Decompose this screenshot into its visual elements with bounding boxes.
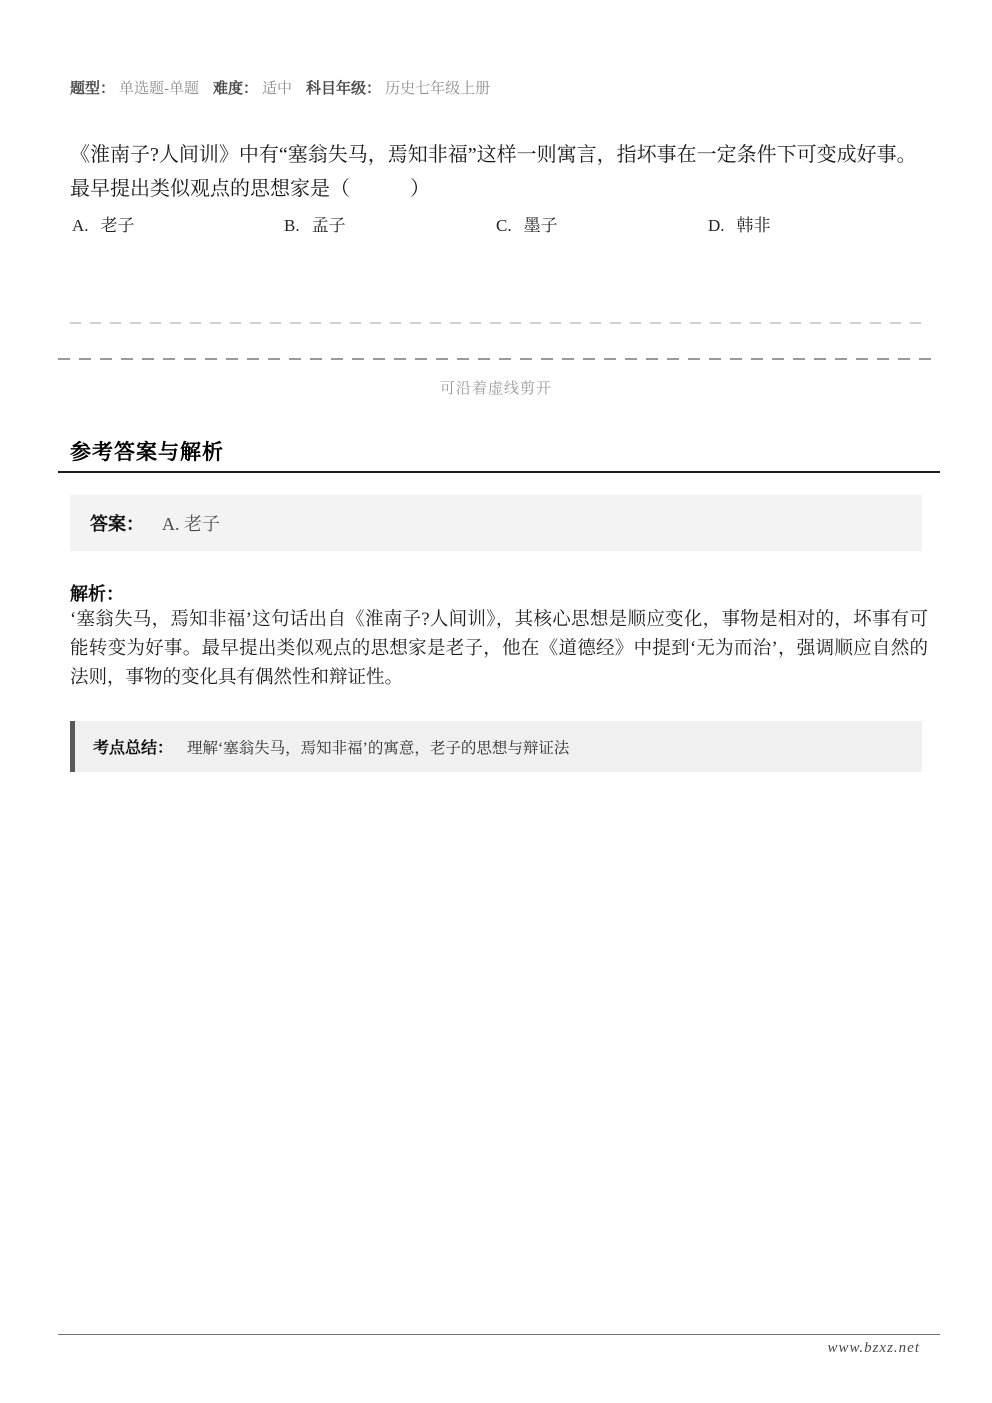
analysis-label: 解析： — [70, 584, 124, 604]
question-meta-row — [70, 77, 922, 98]
key-points-summary-box — [70, 721, 922, 772]
answer-label: 答案： — [90, 514, 144, 534]
option-a-label: A. — [72, 216, 89, 235]
option-d-label: D. — [708, 216, 725, 235]
meta-difficulty — [213, 77, 292, 98]
cut-dashed-line-light — [70, 322, 922, 324]
answer-value: A. 老子 — [162, 514, 220, 534]
analysis-text: ‘塞翁失马，焉知非福’这句话出自《淮南子?人间训》，其核心思想是顺应变化，事物是相对的，坏事有可能转变为好事。最早提出类似观点的思想家是老子，他在《道德经》中提到‘无为而治’，强调顺应自然的法则，事物的变化具有偶然性和辩证性。 — [70, 610, 928, 688]
option-a — [72, 211, 284, 236]
cut-dashed-line-dark — [58, 358, 940, 360]
question-text: 《淮南子?人间训》中有“塞翁失马，焉知非福”这样一则寓言，指坏事在一定条件下可变成好事。最早提出类似观点的思想家是（ ） — [70, 144, 917, 200]
cut-hint-text: 可沿着虚线剪开 — [439, 381, 552, 397]
answer-box — [70, 495, 922, 551]
option-c — [496, 211, 708, 236]
option-a-text: 老子 — [100, 216, 135, 235]
option-b-text: 孟子 — [311, 216, 346, 235]
section-divider-rule — [58, 471, 940, 473]
option-b-label: B. — [284, 216, 300, 235]
meta-question-type — [70, 77, 199, 98]
footer-site-url: www.bzxz.net — [827, 1340, 920, 1356]
meta-question-type-value: 单选题-单题 — [119, 81, 200, 97]
meta-subject-grade — [306, 77, 490, 98]
page-footer — [58, 1334, 940, 1357]
meta-question-type-label: 题型： — [70, 80, 116, 97]
option-c-text: 墨子 — [523, 216, 558, 235]
options-row — [72, 211, 952, 236]
key-points-summary-label: 考点总结： — [93, 740, 174, 757]
answers-section-heading: 参考答案与解析 — [70, 441, 224, 464]
meta-difficulty-label: 难度： — [213, 80, 259, 97]
meta-subject-grade-label: 科目年级： — [306, 80, 382, 97]
meta-difficulty-value: 适中 — [262, 81, 293, 97]
option-d — [708, 211, 920, 236]
key-points-summary-text: 理解‘塞翁失马，焉知非福’的寓意，老子的思想与辩证法 — [187, 739, 570, 757]
option-d-text: 韩非 — [736, 216, 771, 235]
meta-subject-grade-value: 历史七年级上册 — [385, 81, 491, 97]
option-b — [284, 211, 496, 236]
option-c-label: C. — [496, 216, 512, 235]
